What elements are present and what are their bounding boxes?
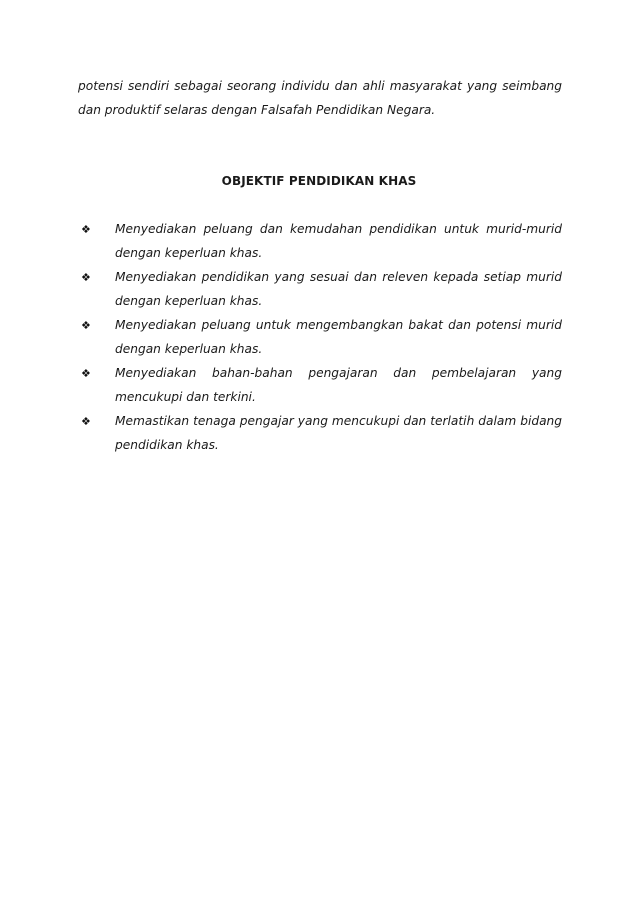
diamond-bullet-icon: ❖ (81, 271, 91, 284)
objective-item (78, 362, 562, 409)
intro-paragraph: potensi sendiri sebagai seorang individu dan ahli masyarakat yang seimbang dan produktif selaras dengan Falsafah Pendidikan Negara. (78, 79, 562, 117)
objective-text: Memastikan tenaga pengajar yang mencukupi dan terlatih dalam bidang pendidikan khas. (115, 414, 562, 452)
objective-item (78, 314, 562, 361)
objective-text: Menyediakan pendidikan yang sesuai dan releven kepada setiap murid dengan keperluan khas. (115, 270, 562, 308)
objective-item (78, 266, 562, 313)
diamond-bullet-icon: ❖ (81, 223, 91, 236)
objectives-list (78, 218, 562, 458)
objective-item (78, 410, 562, 457)
objective-text: Menyediakan peluang untuk mengembangkan bakat dan potensi murid dengan keperluan khas. (115, 318, 562, 356)
diamond-bullet-icon: ❖ (81, 319, 91, 332)
objective-text: Menyediakan bahan-bahan pengajaran dan pembelajaran yang mencukupi dan terkini. (115, 366, 562, 404)
objective-text: Menyediakan peluang dan kemudahan pendidikan untuk murid-murid dengan keperluan khas. (115, 222, 562, 260)
section-heading: OBJEKTIF PENDIDIKAN KHAS (221, 174, 417, 188)
diamond-bullet-icon: ❖ (81, 415, 91, 428)
diamond-bullet-icon: ❖ (81, 367, 91, 380)
objective-item (78, 218, 562, 265)
